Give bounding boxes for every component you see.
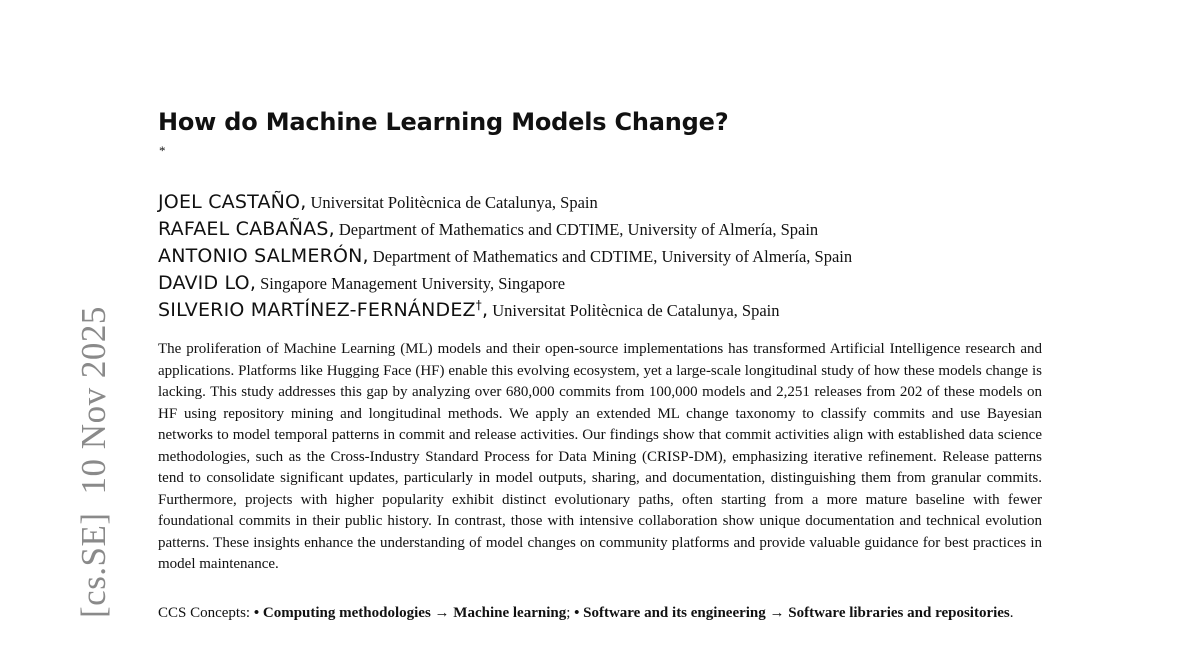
arxiv-category: [cs.SE] xyxy=(74,512,113,618)
author-name: SILVERIO MARTÍNEZ-FERNÁNDEZ†, xyxy=(158,298,489,321)
author-name: ANTONIO SALMERÓN, xyxy=(158,245,369,267)
abstract: The proliferation of Machine Learning (ML) models and their open-source implementations has transformed Artificial Intelligence research and applications. Platforms like Hugging Face (HF) enable this evolving ecosystem, yet a large-scale longitudinal study of how these models change is lacking. This study addresses this gap by analyzing over 680,000 commits from 100,000 models and 2,251 releases from 202 of these models on HF using repository mining and longitudinal methods. We apply an extended ML change taxonomy to classify commits and use Bayesian networks to model temporal patterns in commit and release activities. Our findings show that commit activities align with established data science methodologies, such as the Cross-Industry Standard Process for Data Mining (CRISP-DM), emphasizing iterative refinement. Release patterns tend to consolidate significant updates, particularly in model outputs, sharing, and documentation, distinguishing them from granular commits. Furthermore, projects with higher popularity exhibit distinct evolutionary paths, often starting from a more mature baseline with fewer foundational commits in their public history. In contrast, those with intensive collaboration show unique documentation and technical evolution patterns. These insights enhance the understanding of model changes on community platforms and provide valuable guidance for best practices in model maintenance. xyxy=(158,341,1042,572)
author-name: RAFAEL CABAÑAS, xyxy=(158,218,335,240)
author-entry xyxy=(158,190,1158,217)
author-name: JOEL CASTAÑO, xyxy=(158,191,307,213)
author-affiliation: Department of Mathematics and CDTIME, University of Almería, Spain xyxy=(372,247,853,266)
ccs-separator: ; xyxy=(566,605,575,621)
author-list xyxy=(158,190,1158,325)
author-name: DAVID LO, xyxy=(158,272,257,294)
title-footnote-mark: * xyxy=(159,143,166,158)
arxiv-date: 10 Nov 2025 xyxy=(74,306,113,495)
author-affiliation: Universitat Politècnica de Catalunya, Spain xyxy=(492,301,780,320)
author-affiliation: Singapore Management University, Singapore xyxy=(260,274,566,293)
ccs-label: CCS Concepts: xyxy=(158,605,254,621)
ccs-concept-2: • Software and its engineering → Software libraries and repositories xyxy=(574,605,1010,621)
author-affiliation: Department of Mathematics and CDTIME, University of Almería, Spain xyxy=(338,220,819,239)
author-entry xyxy=(158,298,1158,325)
arxiv-stamp xyxy=(76,306,111,618)
author-affiliation: Universitat Politècnica de Catalunya, Spain xyxy=(310,193,598,212)
paper-title: How do Machine Learning Models Change? xyxy=(158,108,729,136)
author-mark: † xyxy=(475,298,482,312)
ccs-concepts xyxy=(158,603,1042,625)
ccs-concept-1: • Computing methodologies → Machine learning xyxy=(253,605,567,621)
author-entry xyxy=(158,244,1158,271)
author-entry xyxy=(158,217,1158,244)
ccs-end: . xyxy=(1009,605,1014,621)
author-entry xyxy=(158,271,1158,298)
